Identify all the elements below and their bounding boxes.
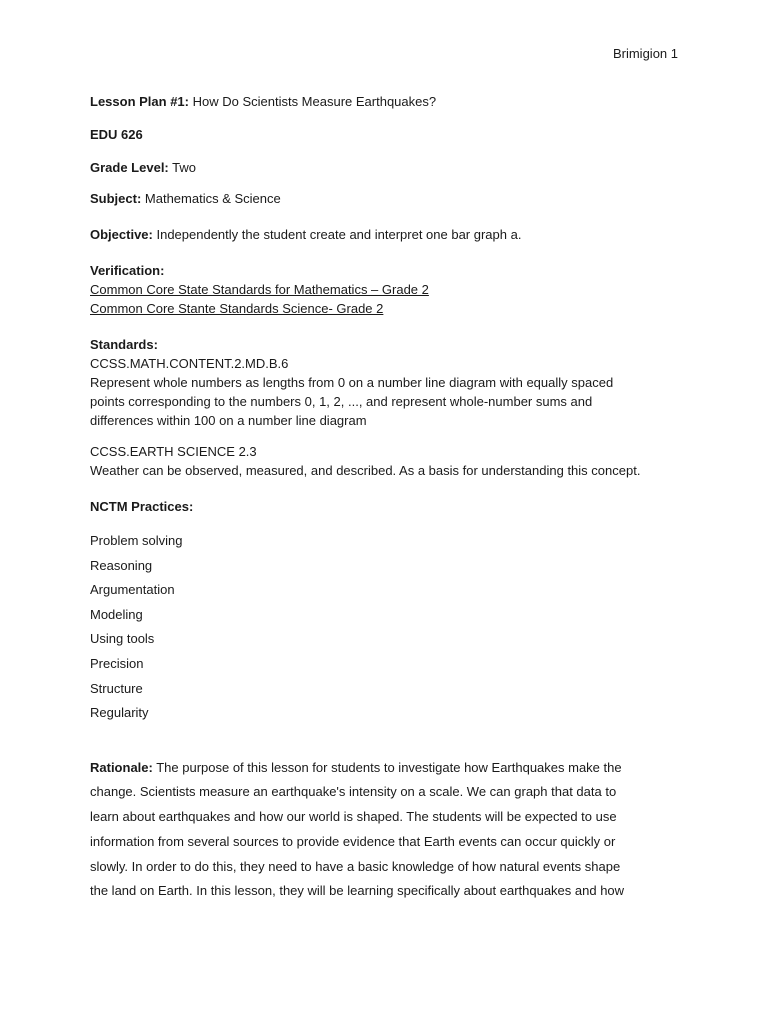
grade-level-label: Grade Level: — [90, 160, 169, 175]
list-item: Regularity — [90, 705, 149, 721]
objective-label: Objective: — [90, 227, 153, 242]
verification-label: Verification: — [90, 263, 165, 278]
grade-level-line — [90, 158, 690, 177]
document-body — [90, 92, 690, 904]
list-item: Problem solving — [90, 533, 183, 548]
standards-label: Standards: — [90, 337, 158, 352]
list-item: Using tools — [90, 631, 155, 647]
nctm-practices-label: NCTM Practices: — [90, 499, 194, 514]
list-item: Structure — [90, 680, 143, 696]
rationale-line: slowly. In order to do this, they need to have a basic knowledge of how natural events shape — [90, 858, 621, 874]
list-item: Reasoning — [90, 557, 153, 573]
grade-level-value: Two — [168, 160, 196, 175]
verification-link-math[interactable]: Common Core State Standards for Mathematics – Grade 2 — [90, 282, 429, 297]
math-standard-text: differences within 100 on a number line diagram — [90, 413, 367, 428]
rationale-label: Rationale: — [90, 759, 153, 775]
lesson-plan-title: How Do Scientists Measure Earthquakes? — [188, 94, 437, 109]
objective-line — [90, 225, 690, 244]
lesson-plan-line — [90, 92, 690, 111]
math-standard-text: points corresponding to the numbers 0, 1, 2, ..., and represent whole-number sums and — [90, 394, 593, 409]
rationale-line — [90, 756, 670, 781]
list-item: Modeling — [90, 606, 143, 622]
list-item: Precision — [90, 655, 144, 671]
subject-value: Mathematics & Science — [141, 191, 281, 206]
list-item: Argumentation — [90, 582, 175, 598]
math-standard-text: Represent whole numbers as lengths from 0 on a number line diagram with equally spaced — [90, 375, 614, 390]
subject-line — [90, 189, 690, 208]
rationale-line: the land on Earth. In this lesson, they will be learning specifically about earthquakes and how — [90, 883, 625, 899]
nctm-practices-list — [90, 531, 690, 728]
lesson-plan-label: Lesson Plan #1: — [90, 94, 189, 109]
course-code: EDU 626 — [90, 127, 143, 142]
rationale-paragraph — [90, 756, 670, 904]
verification-link-science[interactable]: Common Core Stante Standards Science- Grade 2 — [90, 301, 384, 316]
rationale-line: learn about earthquakes and how our world is shaped. The students will be expected to use — [90, 809, 617, 825]
rationale-line: change. Scientists measure an earthquake's intensity on a scale. We can graph that data to — [90, 784, 617, 800]
rationale-line: information from several sources to provide evidence that Earth events can occur quickly or — [90, 833, 616, 849]
math-standard-code: CCSS.MATH.CONTENT.2.MD.B.6 — [90, 356, 289, 371]
science-standard-code: CCSS.EARTH SCIENCE 2.3 — [90, 444, 257, 459]
rationale-text: The purpose of this lesson for students to investigate how Earthquakes make the — [152, 759, 622, 775]
science-standard-text: Weather can be observed, measured, and described. As a basis for understanding this concept. — [90, 463, 641, 478]
objective-value: Independently the student create and interpret one bar graph a. — [152, 227, 522, 242]
page-header: Brimigion 1 — [612, 46, 678, 61]
subject-label: Subject: — [90, 191, 142, 206]
